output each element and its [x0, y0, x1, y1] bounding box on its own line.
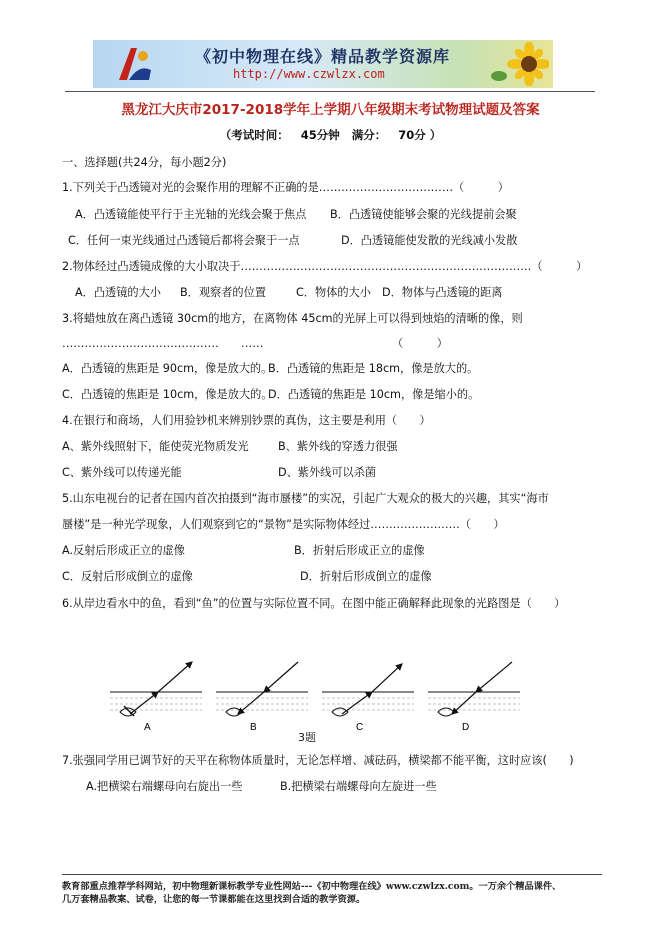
question-3-option-b: B．凸透镜的焦距是 18cm，像是放大的。	[268, 362, 479, 375]
footer-rule	[62, 874, 602, 875]
time-value: 45分钟	[300, 128, 340, 142]
exam-info	[0, 127, 661, 143]
sunflower-icon	[489, 42, 549, 86]
score-label: 满分：	[351, 128, 387, 142]
question-2-option-d: D．物体与凸透镜的距离	[382, 286, 503, 299]
question-2-option-b: B．观察者的位置	[180, 286, 266, 299]
question-5-option-c: C．反射后形成倒立的虚像	[62, 570, 193, 583]
question-3-stem: 3.将蜡烛放在离凸透镜 30cm的地方，在离物体 45cm的光屏上可以得到烛焰的清晰的像，则	[62, 312, 523, 325]
question-4-option-b: B、紫外线的穿透力很强	[278, 440, 398, 453]
diagram-b	[216, 662, 308, 716]
question-5-stem-cont: 蜃楼”是一种光学现象，人们观察到它的“景物”是实际物体经过……………………（ ）	[62, 518, 505, 531]
question-2-stem: 2.物体经过凸透镜成像的大小取决于……………………………………………………………………（ ）	[62, 260, 588, 273]
question-4-option-c: C、紫外线可以传递光能	[62, 466, 182, 479]
diagram-a	[110, 662, 202, 716]
question-7-option-b: B.把横梁右端螺母向左旋进一些	[280, 780, 437, 793]
site-logo-icon	[113, 46, 153, 84]
question-1-stem: 1.下列关于凸透镜对光的会聚作用的理解不正确的是………………………………（ ）	[62, 181, 509, 194]
page-footer	[62, 880, 602, 906]
diagram-label-d: D	[462, 722, 470, 733]
question-5-option-b: B．折射后形成正立的虚像	[294, 544, 425, 557]
question-2-option-a: A．凸透镜的大小	[75, 286, 161, 299]
header-rule	[65, 91, 595, 92]
banner-url[interactable]: http://www.czwlzx.com	[233, 67, 385, 81]
question-5-option-a: A.反射后形成正立的虚像	[62, 544, 185, 557]
question-3-option-a: A．凸透镜的焦距是 90cm，像是放大的。	[62, 362, 273, 375]
figure-caption: 3题	[298, 731, 316, 744]
question-3-option-c: C．凸透镜的焦距是 10cm，像是放大的。	[62, 388, 273, 401]
question-1-option-d: D．凸透镜能使发散的光线减小发散	[341, 234, 518, 247]
footer-line-2: 几万套精品教案、试卷，让您的每一节课都能在这里找到合适的教学资源。	[62, 894, 366, 905]
diagram-label-b: B	[250, 722, 257, 733]
question-6-stem: 6.从岸边看水中的鱼，看到“鱼”的位置与实际位置不同。在图中能正确解释此现象的光路图是（ ）	[62, 597, 566, 610]
question-7-option-a: A.把横梁右端螺母向右旋出一些	[86, 780, 243, 793]
question-4-option-a: A、紫外线照射下，能使荧光物质发光	[62, 440, 249, 453]
footer-line-1: 教育部重点推荐学科网站，初中物理新课标教学专业性网站---《初中物理在线》www.czwlzx.com。一万余个精品课件、	[62, 881, 562, 892]
refraction-diagrams	[110, 660, 560, 740]
banner-title: 《初中物理在线》精品教学资源库	[195, 47, 451, 66]
section-heading: 一、选择题(共24分，每小题2分)	[62, 156, 227, 169]
question-2-option-c: C．物体的大小	[296, 286, 371, 299]
header-banner	[93, 40, 553, 88]
time-label: （考试时间：	[219, 128, 289, 142]
question-1-option-b: B．凸透镜使能够会聚的光线提前会聚	[330, 208, 517, 221]
question-1-option-a: A．凸透镜能使平行于主光轴的光线会聚于焦点	[75, 208, 307, 221]
question-4-stem: 4.在银行和商场，人们用验钞机来辨别钞票的真伪，这主要是利用（ ）	[62, 414, 431, 427]
question-3-stem-cont: …………………………………… …… （ ）	[62, 337, 448, 350]
question-5-stem: 5.山东电视台的记者在国内首次拍摄到“海市蜃楼”的实况，引起广大观众的极大的兴趣，其实“海市	[62, 492, 549, 505]
score-value: 70分 ）	[398, 128, 442, 142]
question-3-option-d: D．凸透镜的焦距是 10cm，像是缩小的。	[268, 388, 480, 401]
diagram-label-c: C	[356, 722, 364, 733]
question-4-option-d: D、紫外线可以杀菌	[278, 466, 377, 479]
question-7-stem: 7.张强同学用已调节好的天平在称物体质量时，无论怎样增、减砝码，横梁都不能平衡，这时应该( )	[62, 754, 574, 767]
diagram-d	[428, 662, 520, 716]
diagram-c	[322, 664, 414, 716]
exam-title: 黑龙江大庆市2017-2018学年上学期八年级期末考试物理试题及答案	[121, 102, 540, 118]
question-5-option-d: D．折射后形成倒立的虚像	[300, 570, 432, 583]
diagram-label-a: A	[144, 722, 151, 733]
question-1-option-c: C．任何一束光线通过凸透镜后都将会聚于一点	[68, 234, 300, 247]
